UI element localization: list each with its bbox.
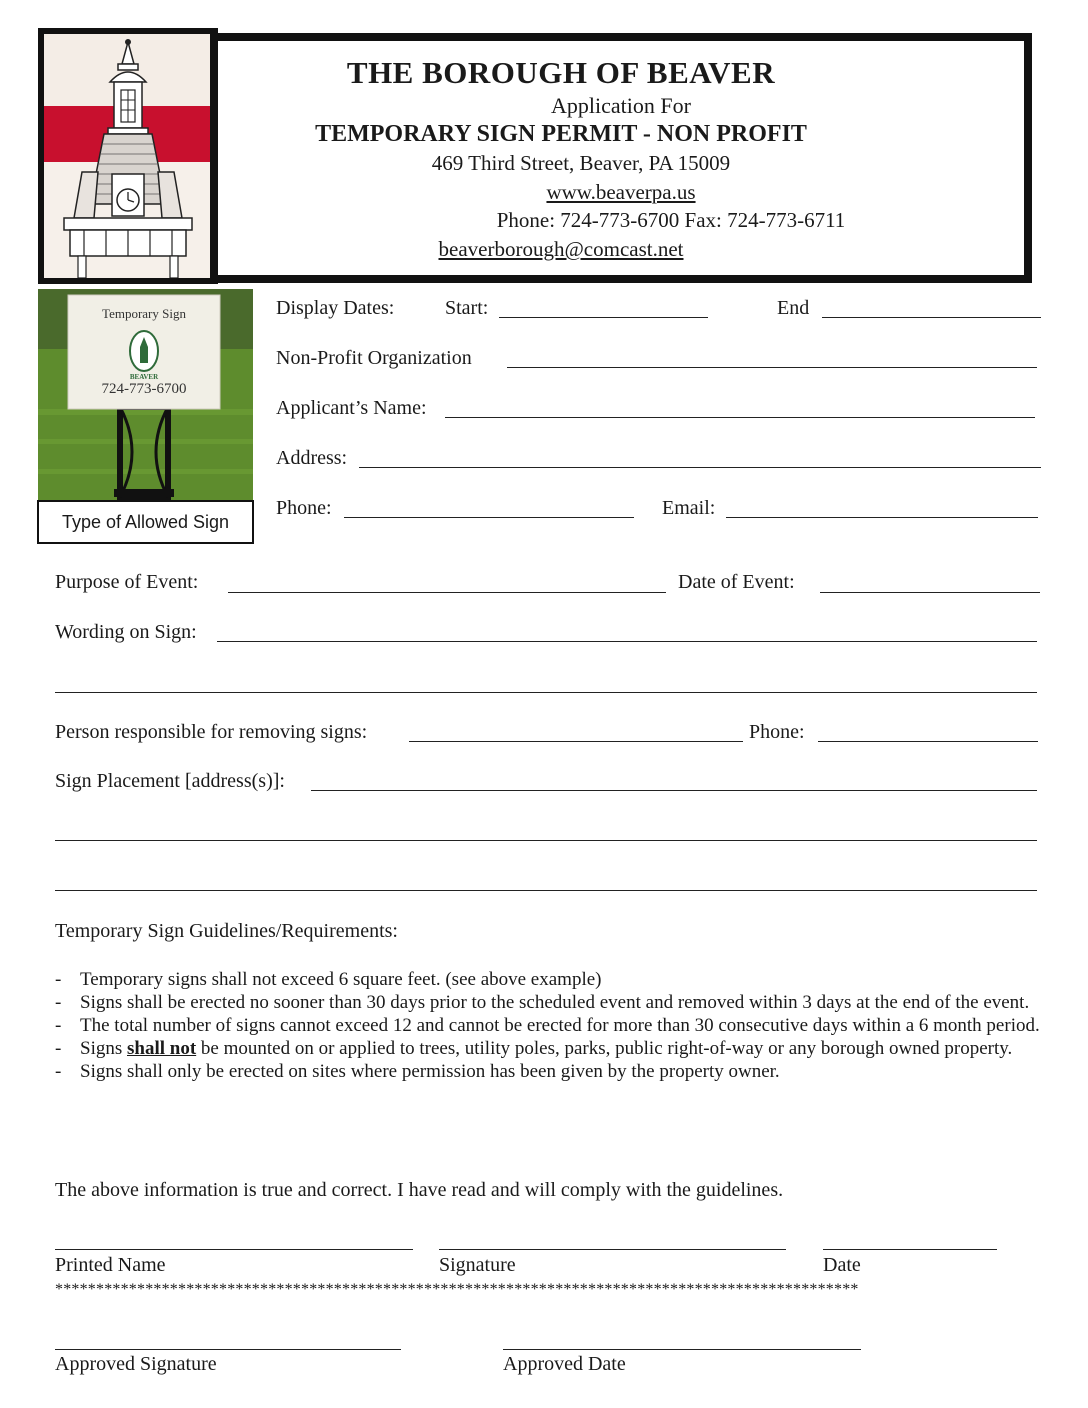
display-dates-label: Display Dates: [276, 297, 395, 319]
application-for: Application For [551, 93, 691, 118]
placement-field[interactable] [311, 790, 1037, 791]
person-removing-field[interactable] [409, 741, 743, 742]
list-item: - Signs shall be erected no sooner than 30 days prior to the scheduled event and removed within 3 days at the end of the event. [55, 992, 1030, 1013]
borough-name: THE BOROUGH OF BEAVER [346, 55, 776, 90]
phone-label: Phone: [276, 497, 332, 519]
phone-2-field[interactable] [818, 741, 1038, 742]
placement-label: Sign Placement [address(s)]: [55, 770, 285, 792]
certification-text: The above information is true and correct. I have read and will comply with the guidelines. [55, 1179, 784, 1201]
phone-fax: Phone: 724-773-6700 Fax: 724-773-6711 [496, 208, 846, 232]
purpose-label: Purpose of Event: [55, 571, 199, 593]
non-profit-org-label: Non-Profit Organization [276, 347, 472, 369]
purpose-field[interactable] [228, 592, 666, 593]
approved-date-field[interactable] [503, 1349, 861, 1350]
list-item: - Signs shall only be erected on sites where permission has been given by the property owner. [55, 1061, 780, 1082]
approved-signature-field[interactable] [55, 1349, 401, 1350]
wording-field[interactable] [217, 641, 1037, 642]
permit-title: TEMPORARY SIGN PERMIT - NON PROFIT [315, 121, 807, 147]
sign-logo-text: BEAVER [129, 373, 159, 381]
printed-name-field[interactable] [55, 1249, 413, 1250]
placement-field-line-3[interactable] [55, 890, 1037, 891]
end-label: End [777, 297, 810, 319]
sign-example-photo [38, 289, 253, 501]
website-link[interactable]: www.beaverpa.us [546, 180, 696, 204]
phone-2-label: Phone: [749, 721, 805, 743]
list-item: - Signs shall not be mounted on or applied to trees, utility poles, parks, public right-of-way or any borough owned property. [55, 1038, 1013, 1059]
address-label: Address: [276, 447, 348, 469]
signature-field[interactable] [439, 1249, 786, 1250]
applicant-name-field[interactable] [445, 417, 1035, 418]
date-of-event-label: Date of Event: [678, 571, 795, 593]
sign-title: Temporary Sign [102, 306, 186, 321]
phone-field[interactable] [344, 517, 634, 518]
placement-field-line-2[interactable] [55, 840, 1037, 841]
email-label: Email: [662, 497, 716, 519]
date-label: Date [823, 1254, 861, 1276]
start-date-field[interactable] [499, 317, 708, 318]
sign-caption: Type of Allowed Sign [37, 500, 254, 544]
wording-field-line-2[interactable] [55, 692, 1037, 693]
start-label: Start: [445, 297, 489, 319]
printed-name-label: Printed Name [55, 1254, 166, 1276]
list-item: - Temporary signs shall not exceed 6 square feet. (see above example) [55, 969, 602, 990]
separator: ************************************************************************************************** [55, 1281, 859, 1298]
applicant-name-label: Applicant’s Name: [276, 397, 427, 419]
date-of-event-field[interactable] [820, 592, 1040, 593]
guidelines-list [55, 968, 1040, 1083]
date-field[interactable] [823, 1249, 997, 1250]
approved-signature-label: Approved Signature [55, 1353, 217, 1375]
end-date-field[interactable] [822, 317, 1041, 318]
shall-not-emphasis: shall not [127, 1038, 197, 1059]
email-link[interactable]: beaverborough@comcast.net [438, 237, 684, 261]
header-box [210, 33, 1032, 283]
wording-label: Wording on Sign: [55, 621, 197, 643]
approved-date-label: Approved Date [503, 1353, 626, 1375]
sign-phone: 724-773-6700 [101, 381, 187, 397]
address-field[interactable] [359, 467, 1041, 468]
non-profit-org-field[interactable] [507, 367, 1037, 368]
guidelines-heading: Temporary Sign Guidelines/Requirements: [55, 920, 398, 942]
email-field[interactable] [726, 517, 1038, 518]
person-removing-label: Person responsible for removing signs: [55, 721, 368, 743]
signature-label: Signature [439, 1254, 516, 1276]
list-item: - The total number of signs cannot exceed 12 and cannot be erected for more than 30 consecutive days within a 6 month period. [55, 1015, 1040, 1036]
borough-address: 469 Third Street, Beaver, PA 15009 [431, 151, 731, 175]
